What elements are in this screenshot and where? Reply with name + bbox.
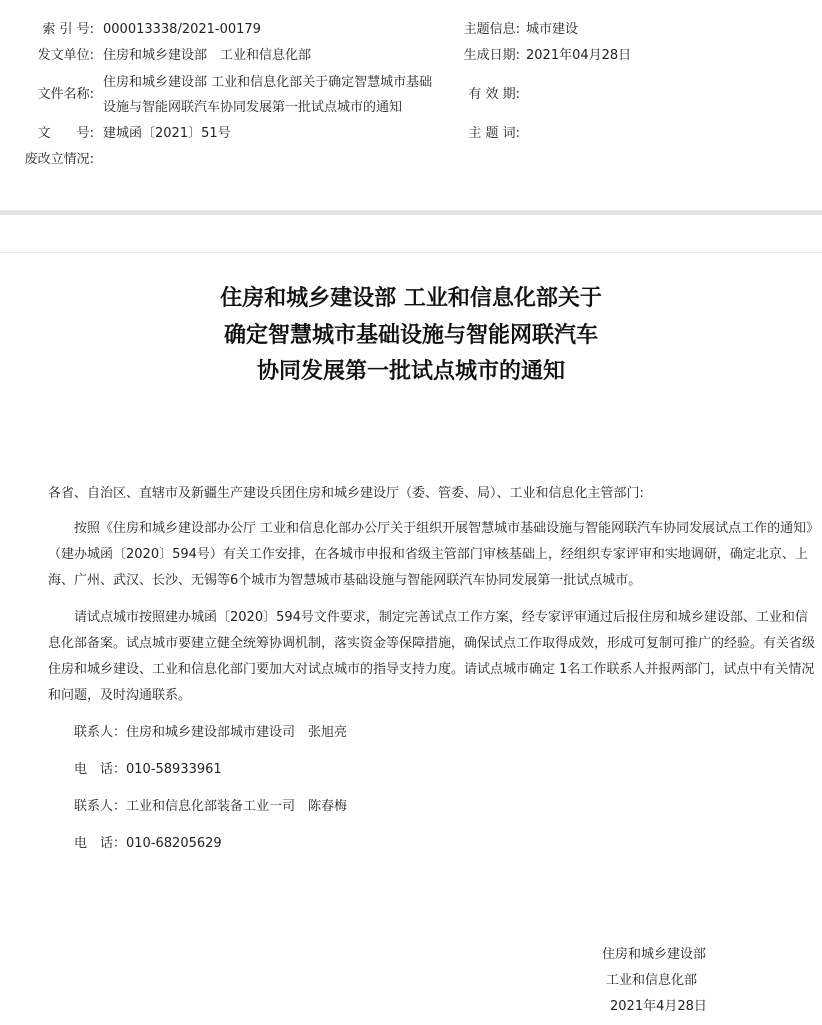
- signature-org-2: 工业和信息化部: [606, 973, 698, 988]
- salutation: 各省、自治区、直辖市及新疆生产建设兵团住房和城乡建设厅（委、管委、局）、工业和信息化主管部门:: [48, 486, 644, 501]
- topic-value: 城市建设: [526, 22, 579, 37]
- contact-phone-1: 电 话：010-58933961: [74, 762, 222, 777]
- title-line-1: 住房和城乡建设部 工业和信息化部关于: [220, 286, 602, 311]
- validity-label: 有 效 期:: [468, 87, 520, 102]
- signature-org-1: 住房和城乡建设部: [602, 947, 707, 962]
- document-title: [0, 281, 822, 391]
- index-number-label: 索 引 号:: [42, 22, 94, 37]
- file-name-value-line2: 设施与智能网联汽车协同发展第一批试点城市的通知: [103, 100, 403, 115]
- document-number-value: 建城函〔2021〕51号: [103, 126, 231, 141]
- title-line-3: 协同发展第一批试点城市的通知: [256, 359, 565, 384]
- contact-person-2: 联系人：工业和信息化部装备工业一司 陈春梅: [74, 799, 348, 814]
- keywords-label: 主 题 词:: [468, 126, 520, 141]
- generation-date-value: 2021年04月28日: [526, 48, 632, 63]
- title-line-2: 确定智慧城市基础设施与智能网联汽车: [223, 322, 598, 348]
- issuer-label: 发文单位:: [37, 48, 94, 63]
- topic-label: 主题信息:: [463, 22, 520, 37]
- body-paragraph-1: 按照《住房和城乡建设部办公厅 工业和信息化部办公厅关于组织开展智慧城市基础设施与智能网联汽车协同发展试点工作的通知》（建办城函〔2020〕594号）有关工作安排，在各城市申报和省级主管部门审核基础上，经组织专家评审和实地调研，确定北京、上海、广州、武汉、长沙、无锡等6个城市为智慧城市基础设施与智能网联汽车协同发展第一批试点城市。: [48, 521, 813, 588]
- issuer-value: 住房和城乡建设部 工业和信息化部: [103, 48, 312, 63]
- signature-date: 2021年4月28日: [610, 999, 707, 1014]
- contact-person-1: 联系人：住房和城乡建设部城市建设司 张旭亮: [74, 725, 348, 740]
- index-number-value: 000013338/2021-00179: [103, 22, 261, 37]
- document-number-label: 文 号:: [37, 126, 94, 141]
- generation-date-label: 生成日期:: [463, 48, 520, 63]
- revision-status-label: 废改立情况:: [24, 152, 94, 167]
- content-top-rule: [0, 252, 822, 253]
- document-metadata-panel: [0, 0, 822, 212]
- contact-phone-2: 电 话：010-68205629: [74, 836, 222, 851]
- file-name-value-line1: 住房和城乡建设部 工业和信息化部关于确定智慧城市基础: [103, 75, 433, 90]
- file-name-label: 文件名称:: [37, 87, 94, 102]
- body-paragraph-2: 请试点城市按照建办城函〔2020〕594号文件要求，制定完善试点工作方案，经专家评审通过后报住房和城乡建设部、工业和信息化部备案。试点城市要建立健全统筹协调机制，落实资金等保障措施，确保试点工作取得成效，形成可复制可推广的经验。有关省级住房和城乡建设、工业和信息化部门要加大对试点城市的指导支持力度。请试点城市确定 1名工作联系人并报两部门，试点中有关情况和问题，及时沟通联系。: [48, 610, 816, 703]
- section-divider: [0, 210, 822, 215]
